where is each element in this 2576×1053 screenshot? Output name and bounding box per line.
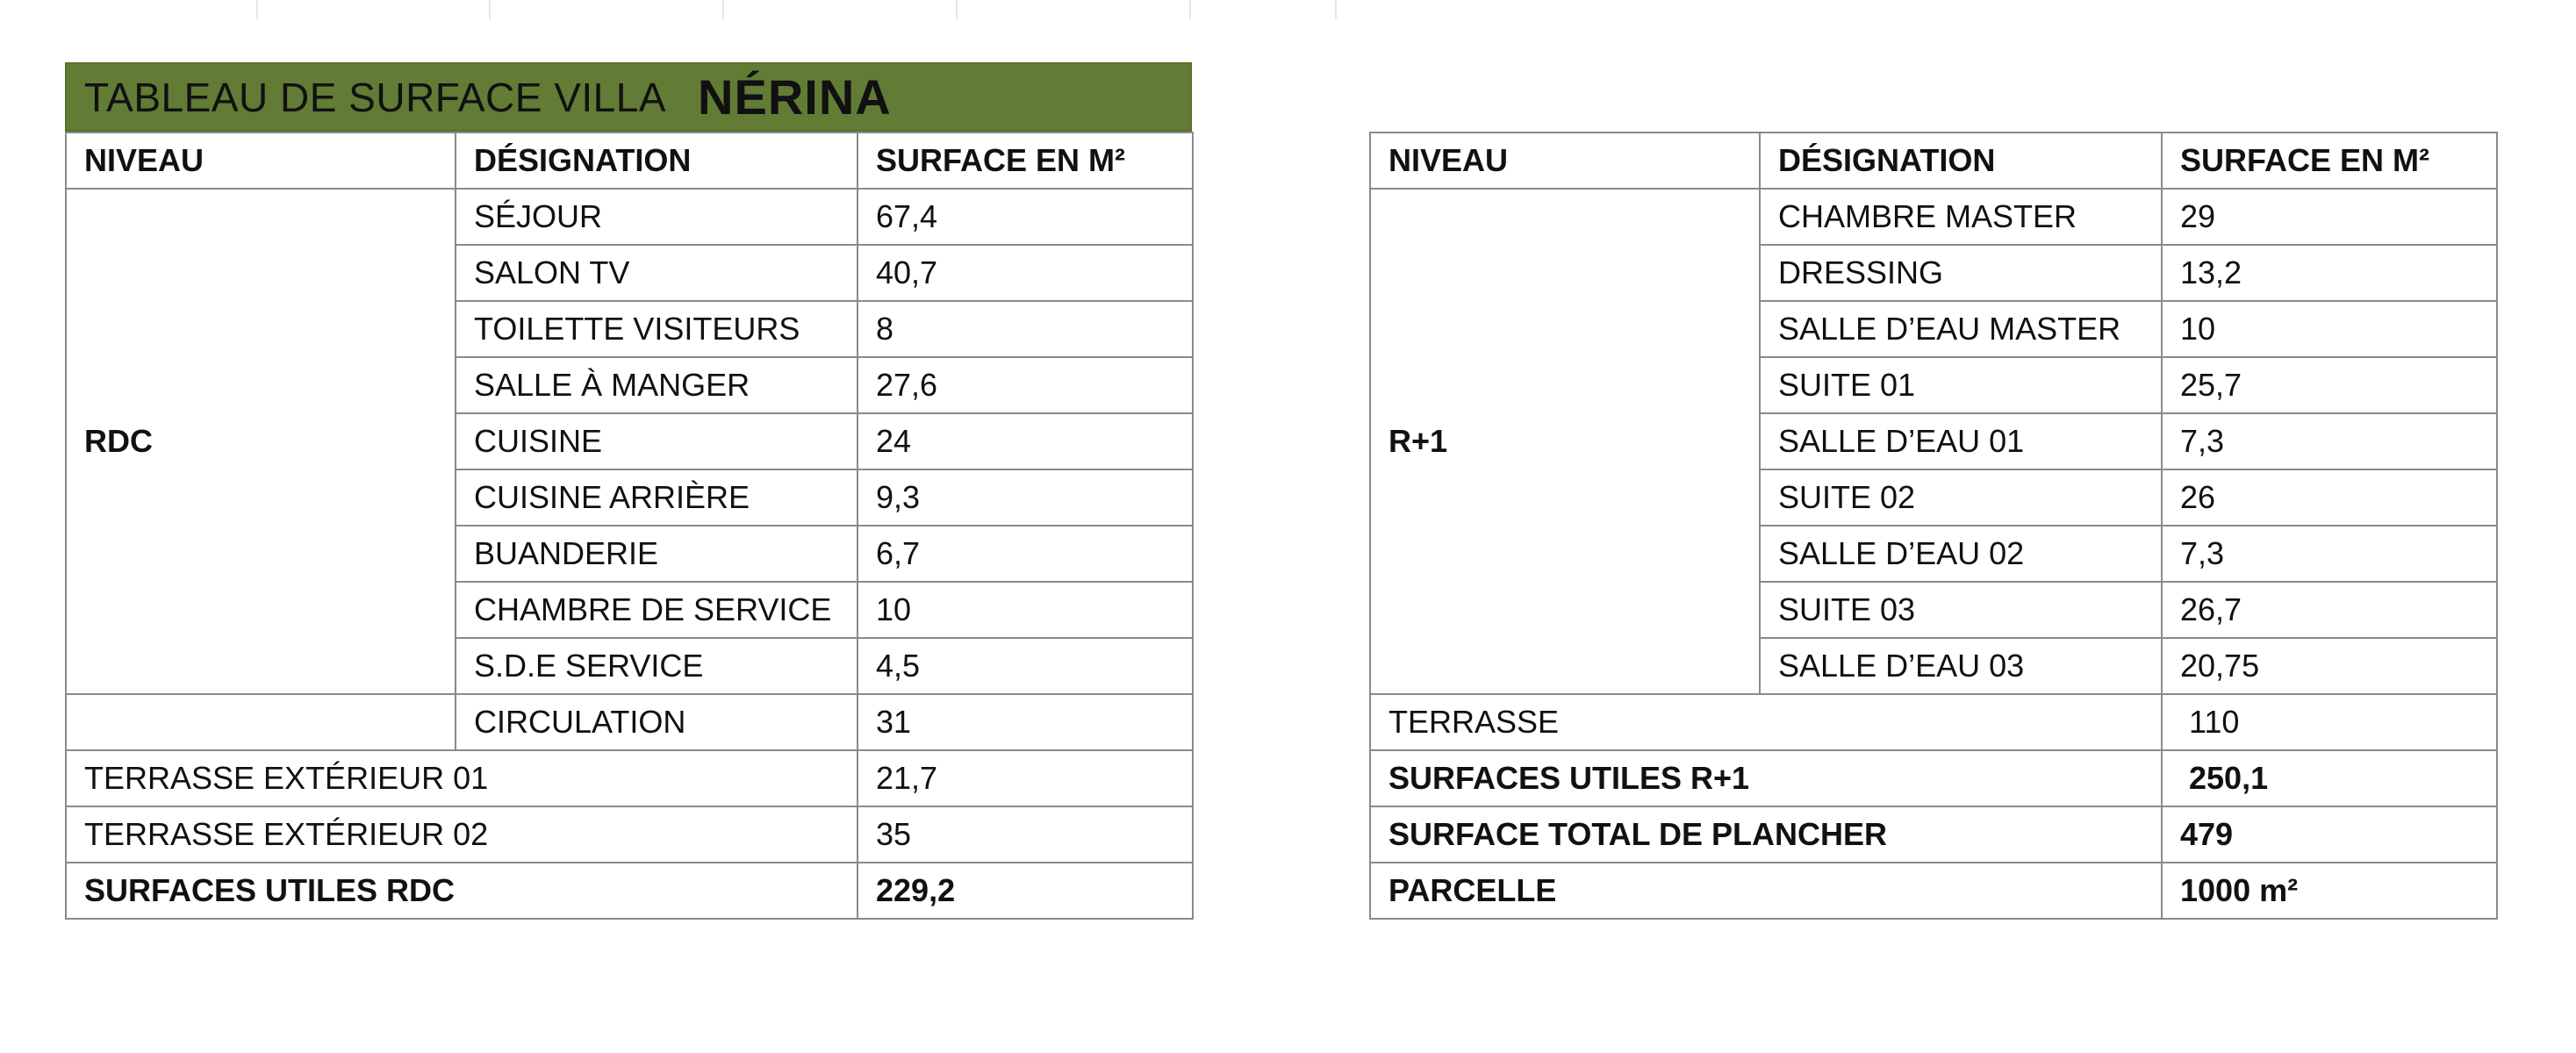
plancher-value: 479 [2162,806,2497,863]
plancher-label: SURFACE TOTAL DE PLANCHER [1370,806,2162,863]
room-surface: 29 [2162,189,2497,245]
ruler-tick [256,0,258,19]
room-name: CUISINE ARRIÈRE [456,469,857,526]
summary-label: TERRASSE EXTÉRIEUR 02 [66,806,857,863]
top-ruler-strip [0,0,1352,19]
room-name: SALON TV [456,245,857,301]
room-surface: 27,6 [857,357,1193,413]
table-row [1370,189,2497,245]
total-row [1370,806,2497,863]
table-title: TABLEAU DE SURFACE VILLA [84,74,667,120]
room-name: SUITE 02 [1760,469,2162,526]
r1-surface-table [1369,132,2498,920]
summary-label: TERRASSE EXTÉRIEUR 01 [66,750,857,806]
parcelle-label: PARCELLE [1370,863,2162,919]
room-name: S.D.E SERVICE [456,638,857,694]
level-cell: RDC [66,189,456,694]
room-name: SUITE 03 [1760,582,2162,638]
level-cell: R+1 [1370,189,1760,694]
ruler-tick [1335,0,1337,19]
room-surface: 26 [2162,469,2497,526]
room-name: SALLE D’EAU 01 [1760,413,2162,469]
empty-cell [66,694,456,750]
total-label: SURFACES UTILES RDC [66,863,857,919]
room-name: CIRCULATION [456,694,857,750]
room-surface: 10 [2162,301,2497,357]
total-row [66,863,1193,919]
room-name: SALLE D’EAU 02 [1760,526,2162,582]
room-surface: 20,75 [2162,638,2497,694]
table-row [66,806,1193,863]
header-designation: DÉSIGNATION [456,133,857,189]
header-surface: SURFACE EN M² [2162,133,2497,189]
total-value: 250,1 [2162,750,2497,806]
total-row [1370,863,2497,919]
room-surface: 4,5 [857,638,1193,694]
summary-value: 21,7 [857,750,1193,806]
room-surface: 7,3 [2162,526,2497,582]
room-name: SÉJOUR [456,189,857,245]
ruler-tick [722,0,724,19]
room-surface: 6,7 [857,526,1193,582]
room-surface: 8 [857,301,1193,357]
room-name: DRESSING [1760,245,2162,301]
room-name: CHAMBRE MASTER [1760,189,2162,245]
table-row [66,750,1193,806]
parcelle-value: 1000 m² [2162,863,2497,919]
room-surface: 24 [857,413,1193,469]
header-row [66,133,1193,189]
room-name: CHAMBRE DE SERVICE [456,582,857,638]
header-niveau: NIVEAU [66,133,456,189]
room-name: CUISINE [456,413,857,469]
table-row [66,694,1193,750]
table-row [66,189,1193,245]
table-title-bar [65,62,1192,132]
room-name: TOILETTE VISITEURS [456,301,857,357]
total-row [1370,750,2497,806]
summary-label: TERRASSE [1370,694,2162,750]
room-surface: 31 [857,694,1193,750]
room-surface: 25,7 [2162,357,2497,413]
ruler-tick [1189,0,1191,19]
room-surface: 67,4 [857,189,1193,245]
total-label: SURFACES UTILES R+1 [1370,750,2162,806]
villa-name: NÉRINA [698,69,892,125]
header-surface: SURFACE EN M² [857,133,1193,189]
room-name: SALLE D’EAU MASTER [1760,301,2162,357]
room-surface: 13,2 [2162,245,2497,301]
room-name: BUANDERIE [456,526,857,582]
room-surface: 9,3 [857,469,1193,526]
header-row [1370,133,2497,189]
summary-value: 110 [2162,694,2497,750]
summary-value: 35 [857,806,1193,863]
ruler-tick [956,0,958,19]
room-name: SALLE D’EAU 03 [1760,638,2162,694]
room-surface: 26,7 [2162,582,2497,638]
table-row [1370,694,2497,750]
room-name: SUITE 01 [1760,357,2162,413]
room-surface: 40,7 [857,245,1193,301]
room-name: SALLE À MANGER [456,357,857,413]
room-surface: 7,3 [2162,413,2497,469]
room-surface: 10 [857,582,1193,638]
header-designation: DÉSIGNATION [1760,133,2162,189]
header-niveau: NIVEAU [1370,133,1760,189]
total-value: 229,2 [857,863,1193,919]
ruler-tick [489,0,491,19]
rdc-surface-table [65,132,1194,920]
